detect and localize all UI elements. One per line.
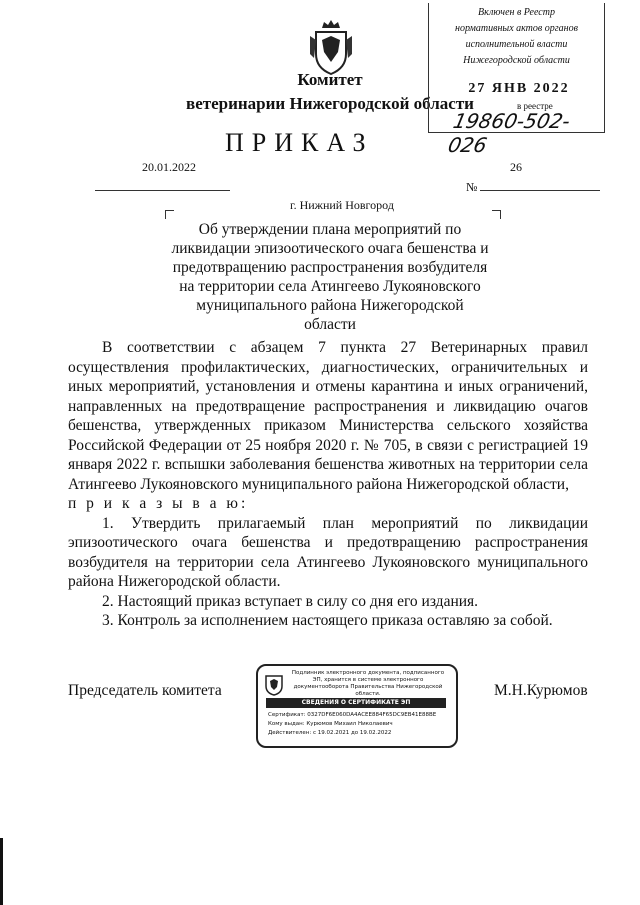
document-number: 26 — [510, 160, 522, 174]
subject-bracket-left — [165, 210, 174, 219]
e-signature-note: Подлинник электронного документа, подписанного ЭП, хранится в системе электронного документооборота Правительства Нижегородской области. — [291, 670, 445, 697]
number-underline — [480, 190, 600, 191]
document-subject: Об утверждении плана мероприятий по ликвидации эпизоотического очага бешенства и предотвращению распространения возбудителя на территории села Атингеево Лукояновского муниципального района Нижегородской области — [171, 221, 489, 333]
order-item-3: 3. Контроль за исполнением настоящего приказа оставляю за собой. — [102, 612, 553, 629]
e-signature-owner: Кому выдан: Курюмов Михаил Николаевич — [268, 721, 393, 727]
city-label: г. Нижний Новгород — [290, 198, 394, 212]
stamp-line-2: нормативных актов органов — [455, 23, 578, 34]
number-label: № — [466, 180, 478, 194]
order-word: п р и к а з ы в а ю: — [68, 495, 249, 512]
order-item-2: 2. Настоящий приказ вступает в силу со дня его издания. — [102, 592, 479, 610]
e-signature-heading: СВЕДЕНИЯ О СЕРТИФИКАТЕ ЭП — [266, 698, 446, 708]
stamp-reg-label: в реестре — [517, 101, 553, 111]
date-underline — [95, 190, 230, 191]
stamp-date: 27 ЯНВ 2022 — [468, 81, 570, 96]
e-signature-stamp — [256, 664, 458, 748]
signatory-position: Председатель комитета — [68, 682, 222, 699]
e-signature-validity: Действителен: с 19.02.2021 до 19.02.2022 — [268, 730, 392, 736]
order-item-1: 1. Утвердить прилагаемый план мероприятий по ликвидации эпизоотического очага бешенства и предотвращению распространения возбудителя на территории села Атингеево Лукояновского муниципального района Нижегородской области. — [68, 514, 588, 590]
subject-bracket-right — [492, 210, 501, 219]
document-date: 20.01.2022 — [142, 160, 196, 174]
stamp-line-3: исполнительной власти — [465, 39, 568, 50]
stamp-line-4: Нижегородской области — [463, 55, 570, 66]
stamp-line-1: Включен в Реестр — [478, 7, 555, 18]
signatory-name: М.Н.Курюмов — [494, 682, 588, 699]
document-body — [68, 338, 588, 631]
scan-edge-mark — [0, 838, 3, 905]
preamble-paragraph: В соответствии с абзацем 7 пункта 27 Ветеринарных правил осуществления профилактических, диагностических, ограничительных и иных мероприятий, установления и отмены карантина и иных ограничений, направленных на предотвращение распространения и ликвидацию очагов бешенства, утвержденных приказом Министерства сельского хозяйства Российской Федерации от 25 ноября 2020 г. № 705, в связи с регистрацией 19 января 2022 г. вспышки заболевания бешенства животных на территории села Атингеево Лукояновского муниципального района Нижегородской области, — [68, 339, 588, 493]
coat-of-arms-emblem — [308, 18, 354, 76]
org-name-line2: ветеринарии Нижегородской области — [186, 94, 474, 113]
e-signature-certificate: Сертификат: 0327DF6E060DA4ACEE884F65DC9EB41E88BE — [268, 712, 437, 718]
region-logo-icon — [264, 674, 284, 696]
org-name-line1: Комитет — [297, 70, 363, 89]
registry-stamp — [428, 3, 605, 157]
stamp-reg-number: 19860-502-026 — [445, 109, 573, 157]
document-type-title: ПРИКАЗ — [225, 128, 374, 157]
stamp-underline — [429, 132, 604, 133]
